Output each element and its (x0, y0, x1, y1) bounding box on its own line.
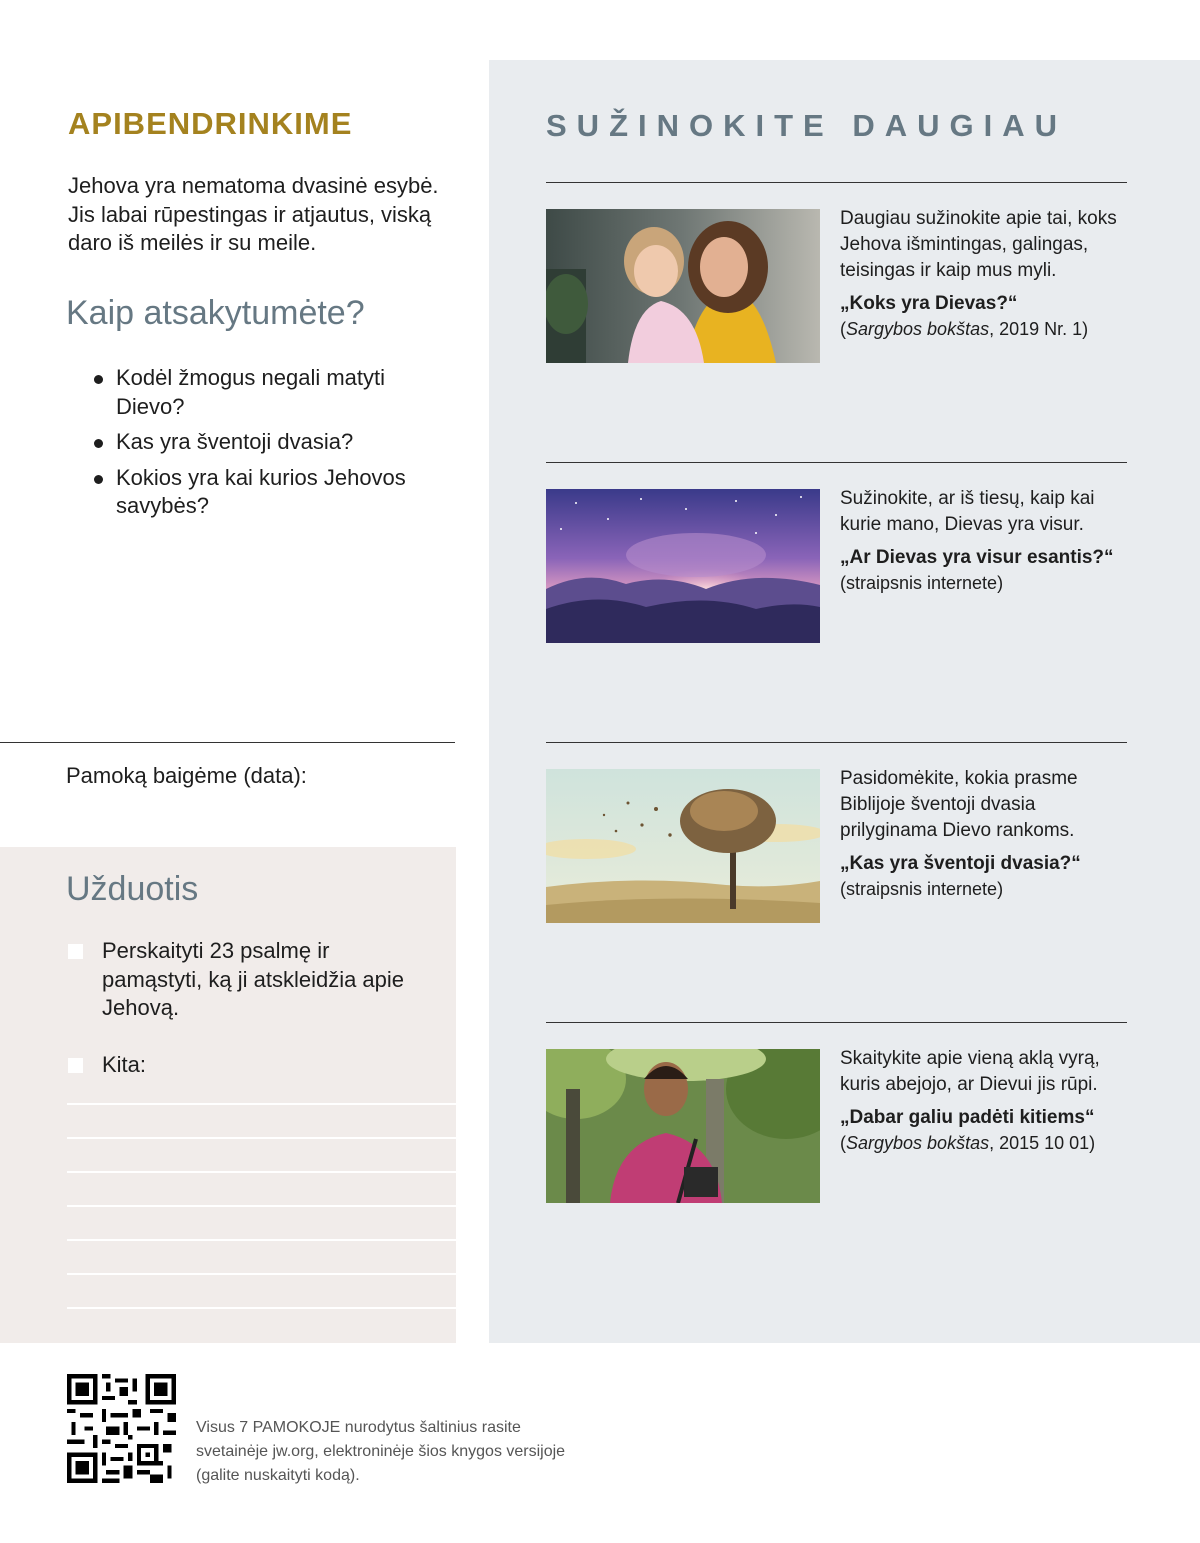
qr-code-icon[interactable] (67, 1374, 176, 1483)
resource-title-link[interactable]: „Kas yra šventoji dvasia?“ (840, 853, 1081, 874)
resource-item[interactable] (840, 766, 1130, 901)
completion-date-label: Pamoką baigėme (data): (66, 763, 307, 788)
man-portrait-photo[interactable] (546, 1049, 820, 1203)
source-open: (straipsnis internete) (840, 879, 1004, 899)
footer-note: Visus 7 PAMOKOJE nurodytus šaltinius rasite svetainėje jw.org, elektroninėje šios knygos versijoje (galite nuskaityti kodą). (196, 1419, 566, 1484)
source-open: ( (840, 1133, 846, 1153)
summary-text: Jehova yra nematoma dvasinė esybė. Jis labai rūpestingas ir atjautus, viską daro iš meilės ir su meile. (68, 173, 439, 255)
task-item-label: Kita: (102, 1052, 147, 1077)
writing-line[interactable] (67, 1205, 456, 1207)
writing-line[interactable] (67, 1103, 456, 1105)
resource-title-link[interactable]: „Dabar galiu padėti kitiems“ (840, 1107, 1095, 1128)
task-panel (0, 847, 456, 1343)
resource-description: Sužinokite, ar iš tiesų, kaip kai kurie mano, Dievas yra visur. (840, 488, 1095, 535)
summary-heading: APIBENDRINKIME (68, 106, 353, 141)
source-publication: Sargybos bokštas (846, 1133, 990, 1153)
resource-source (840, 317, 1130, 341)
resource-item[interactable] (840, 486, 1130, 595)
divider (546, 742, 1127, 743)
learn-more-heading: SUŽINOKITE DAUGIAU (546, 108, 1067, 143)
task-item[interactable] (66, 937, 426, 1023)
resource-title-link[interactable]: „Koks yra Dievas?“ (840, 293, 1018, 314)
task-checkbox[interactable] (68, 944, 83, 959)
starry-sky-illustration[interactable] (546, 489, 820, 643)
tree-in-wind-illustration[interactable] (546, 769, 820, 923)
resource-item[interactable] (840, 206, 1130, 341)
task-heading: Užduotis (66, 870, 199, 908)
writing-line[interactable] (67, 1239, 456, 1241)
divider (0, 742, 455, 743)
source-open: ( (840, 319, 846, 339)
source-publication: Sargybos bokštas (846, 319, 990, 339)
writing-line[interactable] (67, 1307, 456, 1309)
resource-item[interactable] (840, 1046, 1130, 1155)
task-checkbox[interactable] (68, 1058, 83, 1073)
writing-line[interactable] (67, 1273, 456, 1275)
divider (546, 462, 1127, 463)
source-rest: , 2019 Nr. 1) (989, 319, 1089, 339)
writing-line[interactable] (67, 1137, 456, 1139)
divider (546, 182, 1127, 183)
question-item: Kokios yra kai kurios Jehovos savybės? (92, 464, 432, 521)
resource-source (840, 571, 1130, 595)
resource-source (840, 877, 1130, 901)
resource-description: Pasidomėkite, kokia prasme Biblijoje šventoji dvasia prilyginama Dievo rankoms. (840, 768, 1078, 841)
mother-child-photo[interactable] (546, 209, 820, 363)
question-item: Kas yra šventoji dvasia? (92, 428, 432, 457)
resource-source (840, 1131, 1130, 1155)
source-open: (straipsnis internete) (840, 573, 1004, 593)
questions-list (92, 364, 432, 528)
source-rest: , 2015 10 01) (989, 1133, 1096, 1153)
task-item-label: Perskaityti 23 psalmę ir pamąstyti, ką ji atskleidžia apie Jehovą. (102, 938, 405, 1020)
divider (546, 1022, 1127, 1023)
task-item-other[interactable] (66, 1051, 426, 1080)
writing-line[interactable] (67, 1171, 456, 1173)
resource-description: Daugiau sužinokite apie tai, koks Jehova išmintingas, galingas, teisingas ir kaip mus myli. (840, 208, 1117, 281)
resource-title-link[interactable]: „Ar Dievas yra visur esantis?“ (840, 547, 1114, 568)
question-item: Kodėl žmogus negali matyti Dievo? (92, 364, 432, 421)
resource-description: Skaitykite apie vieną aklą vyrą, kuris abejojo, ar Dievui jis rūpi. (840, 1048, 1100, 1095)
questions-heading: Kaip atsakytumėte? (66, 294, 365, 332)
